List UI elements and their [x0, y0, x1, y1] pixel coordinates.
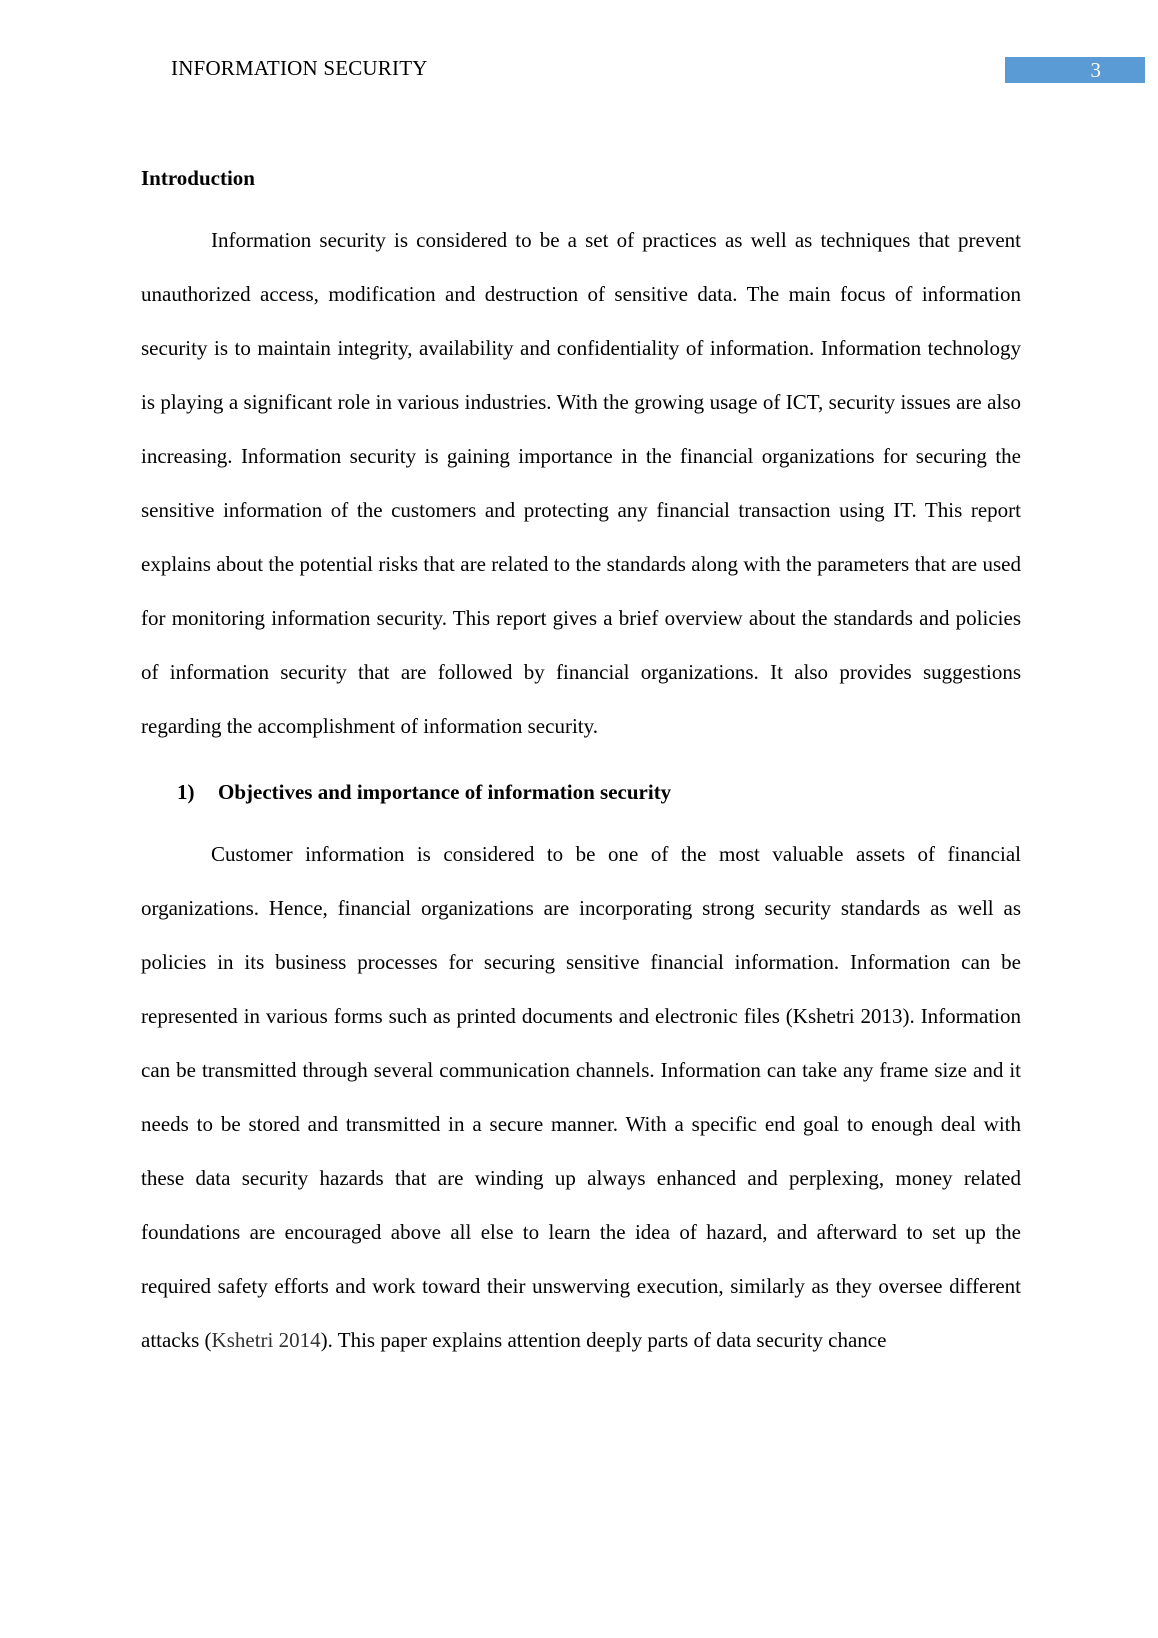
- section-1-number: 1): [177, 780, 195, 804]
- section-1-heading: [177, 774, 1021, 810]
- section-1-paragraph: [141, 827, 1021, 1367]
- introduction-heading: Introduction: [141, 166, 255, 190]
- section-1-title: Objectives and importance of information security: [218, 780, 672, 804]
- section-1-text-before-citation: Customer information is considered to be one of the most valuable assets of financial organizations. Hence, financial organizations are incorporating strong security standards as well as policies in its business processes for securing sensitive financial information. Information can be represented in various forms such as printed documents and electronic files (Kshetri 2013). Information can be transmitted through several communication channels. Information can take any frame size and it needs to be stored and transmitted in a secure manner. With a specific end goal to enough deal with these data security hazards that are winding up always enhanced and perplexing, money related foundations are encouraged above all else to learn the idea of hazard, and afterward to set up the required safety efforts and work toward their unswerving execution, similarly as they oversee different attacks (: [141, 842, 1021, 1352]
- citation-kshetri-2014: Kshetri 2014: [211, 1328, 321, 1352]
- section-1-text-after-citation: ). This paper explains attention deeply parts of data security chance: [320, 1328, 887, 1352]
- page-number: 3: [1005, 57, 1145, 83]
- document-body: [141, 160, 1021, 1367]
- introduction-paragraph: Information security is considered to be a set of practices as well as techniques that prevent unauthorized access, modification and destruction of sensitive data. The main focus of information security is to maintain integrity, availability and confidentiality of information. Information technology is playing a significant role in various industries. With the growing usage of ICT, security issues are also increasing. Information security is gaining importance in the financial organizations for securing the sensitive information of the customers and protecting any financial transaction using IT. This report explains about the potential risks that are related to the standards along with the parameters that are used for monitoring information security. This report gives a brief overview about the standards and policies of information security that are followed by financial organizations. It also provides suggestions regarding the accomplishment of information security.: [141, 228, 1021, 738]
- running-head-title: INFORMATION SECURITY: [171, 56, 428, 80]
